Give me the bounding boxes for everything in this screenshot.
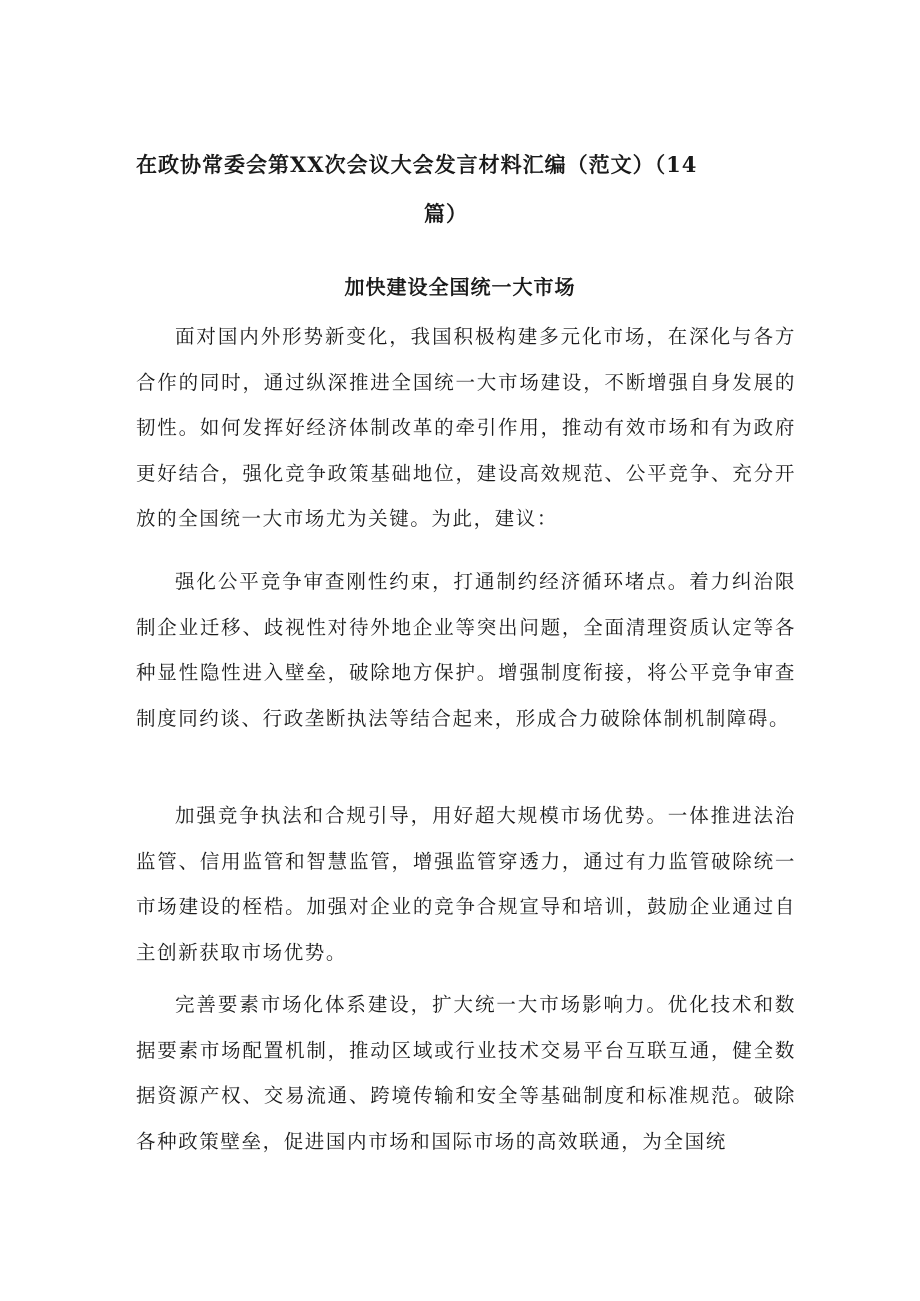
document-title-line2: 篇） (424, 201, 468, 226)
document-title-line1: 在政协常委会第XX次会议大会发言材料汇编（范文）（14 (136, 152, 698, 177)
paragraph: 完善要素市场化体系建设，扩大统一大市场影响力。优化技术和数据要素市场配置机制，推动区域或行业技术交易平台互联互通，健全数据资源产权、交易流通、跨境传输和安全等基础制度和标准规范。破除各种政策壁垒，促进国内市场和国际市场的高效联通，为全国统 (136, 993, 796, 1153)
paragraph: 面对国内外形势新变化，我国积极构建多元化市场，在深化与各方合作的同时，通过纵深推进全国统一大市场建设，不断增强自身发展的韧性。如何发挥好经济体制改革的牵引作用，推动有效市场和有为政府更好结合，强化竞争政策基础地位，建设高效规范、公平竞争、充分开放的全国统一大市场尤为关键。为此，建议： (136, 325, 796, 530)
section-heading: 加快建设全国统一大市场 (344, 275, 576, 299)
paragraph: 加强竞争执法和合规引导，用好超大规模市场优势。一体推进法治监管、信用监管和智慧监管，增强监管穿透力，通过有力监管破除统一市场建设的桎梏。加强对企业的竞争合规宣导和培训，鼓励企业通过自主创新获取市场优势。 (136, 804, 796, 964)
paragraph: 强化公平竞争审查刚性约束，打通制约经济循环堵点。着力纠治限制企业迁移、歧视性对待外地企业等突出问题，全面清理资质认定等各种显性隐性进入壁垒，破除地方保护。增强制度衔接，将公平竞争审查制度同约谈、行政垄断执法等结合起来，形成合力破除体制机制障碍。 (136, 570, 796, 730)
document-title (136, 140, 796, 238)
